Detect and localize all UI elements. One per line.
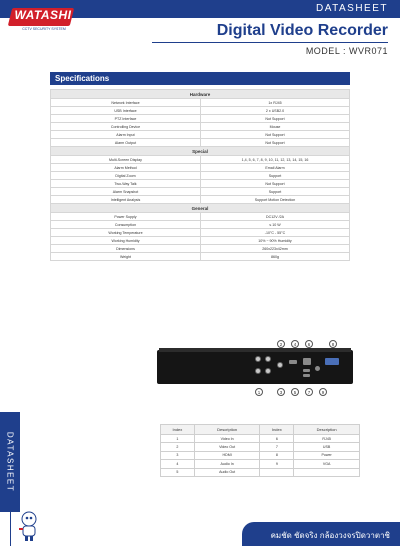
spec-label: USB Interface bbox=[51, 107, 201, 115]
spec-label: Digital Zoom bbox=[51, 172, 201, 180]
callout-marker: 5 bbox=[291, 388, 299, 396]
bnc-port-icon bbox=[255, 368, 261, 374]
spec-section-header bbox=[51, 147, 350, 156]
spec-row bbox=[51, 245, 350, 253]
spec-row bbox=[51, 237, 350, 245]
spec-row bbox=[51, 196, 350, 204]
callout-marker: 6 bbox=[305, 340, 313, 348]
spec-row bbox=[51, 139, 350, 147]
table-row bbox=[161, 460, 360, 468]
spec-row bbox=[51, 180, 350, 188]
spec-row bbox=[51, 115, 350, 123]
description-cell: Power bbox=[294, 451, 360, 459]
callout-marker: 1 bbox=[255, 388, 263, 396]
column-header: Index bbox=[161, 425, 195, 435]
spec-label: Dimensions bbox=[51, 245, 201, 253]
dvr-rear-panel-image bbox=[157, 336, 353, 395]
spec-row bbox=[51, 229, 350, 237]
spec-value: Mouse bbox=[201, 123, 350, 131]
spec-label: Weight bbox=[51, 253, 201, 261]
spec-section-header bbox=[51, 204, 350, 213]
description-cell: RJ45 bbox=[294, 435, 360, 443]
index-cell: 1 bbox=[161, 435, 195, 443]
spec-section-title: Special bbox=[51, 147, 350, 156]
spec-row bbox=[51, 172, 350, 180]
spec-label: Network Interface bbox=[51, 99, 201, 107]
specifications-table bbox=[50, 89, 350, 261]
dvr-top-edge bbox=[159, 348, 351, 352]
spec-value: Email Alarm bbox=[201, 164, 350, 172]
spec-value: ≤ 10 W bbox=[201, 221, 350, 229]
spec-label: Alarm Method bbox=[51, 164, 201, 172]
spec-value: -10°C - 55°C bbox=[201, 229, 350, 237]
callout-marker: 4 bbox=[291, 340, 299, 348]
bnc-port-icon bbox=[265, 368, 271, 374]
index-cell: 9 bbox=[260, 460, 294, 468]
index-cell: 5 bbox=[161, 468, 195, 476]
side-datasheet-tab bbox=[0, 412, 20, 512]
description-cell: VGA bbox=[294, 460, 360, 468]
side-tab-label: DATASHEET bbox=[5, 431, 15, 493]
description-cell: Audio In bbox=[194, 460, 260, 468]
bnc-port-icon bbox=[277, 362, 283, 368]
spec-label: Alarm Snapshot bbox=[51, 188, 201, 196]
spec-label: PTZ Interface bbox=[51, 115, 201, 123]
index-cell: 4 bbox=[161, 460, 195, 468]
callout-marker: 3 bbox=[277, 388, 285, 396]
spec-row bbox=[51, 156, 350, 164]
model-number: MODEL : WVR071 bbox=[305, 46, 388, 56]
spec-value: Not Support bbox=[201, 131, 350, 139]
spec-label: Alarm Output bbox=[51, 139, 201, 147]
description-cell: Audio Out bbox=[194, 468, 260, 476]
power-port-icon bbox=[315, 366, 320, 371]
footer-band bbox=[242, 522, 400, 546]
index-cell: 2 bbox=[161, 443, 195, 451]
dvr-body bbox=[157, 350, 353, 384]
callout-marker: 9 bbox=[319, 388, 327, 396]
callout-marker: 8 bbox=[329, 340, 337, 348]
title-divider bbox=[152, 42, 388, 43]
spec-value: 260x223x42mm bbox=[201, 245, 350, 253]
index-cell: 8 bbox=[260, 451, 294, 459]
spec-label: Working Temperature bbox=[51, 229, 201, 237]
column-header: Index bbox=[260, 425, 294, 435]
footer-slogan: คมชัด ชัดจริง กล้องวงจรปิดวาตาชิ bbox=[270, 531, 390, 540]
spec-value: Not Support bbox=[201, 115, 350, 123]
logo-brand-text: WATASHI bbox=[14, 8, 72, 22]
callout-marker: 7 bbox=[305, 388, 313, 396]
spec-value: Not Support bbox=[201, 180, 350, 188]
callout-marker: 2 bbox=[277, 340, 285, 348]
spec-label: Two-Way Talk bbox=[51, 180, 201, 188]
index-cell: 7 bbox=[260, 443, 294, 451]
index-cell: 3 bbox=[161, 451, 195, 459]
spec-label: Controlling Device bbox=[51, 123, 201, 131]
spec-value: Support bbox=[201, 172, 350, 180]
specifications-heading: Specifications bbox=[50, 72, 350, 85]
spec-row bbox=[51, 188, 350, 196]
bnc-port-icon bbox=[255, 356, 261, 362]
spec-row bbox=[51, 213, 350, 221]
table-row bbox=[161, 468, 360, 476]
vga-port-icon bbox=[325, 358, 339, 365]
description-cell: Video Out bbox=[194, 443, 260, 451]
rj45-port-icon bbox=[303, 358, 311, 365]
usb-port-icon bbox=[303, 369, 310, 372]
index-cell: 6 bbox=[260, 435, 294, 443]
description-cell: Video In bbox=[194, 435, 260, 443]
description-cell: USB bbox=[294, 443, 360, 451]
spec-section-header bbox=[51, 90, 350, 99]
port-index-table bbox=[160, 424, 360, 477]
robot-mascot-icon bbox=[14, 510, 44, 542]
spec-value: Support Motion Detection bbox=[201, 196, 350, 204]
usb-port-icon bbox=[303, 374, 310, 377]
logo-tagline: CCTV SECURITY SYSTEM bbox=[22, 27, 66, 31]
side-divider bbox=[10, 512, 11, 546]
table-row bbox=[161, 443, 360, 451]
spec-value: 10% ~ 90% Humidity bbox=[201, 237, 350, 245]
spec-row bbox=[51, 131, 350, 139]
spec-row bbox=[51, 253, 350, 261]
table-row bbox=[161, 451, 360, 459]
spec-row bbox=[51, 221, 350, 229]
spec-value: DC12V /2A bbox=[201, 213, 350, 221]
spec-row bbox=[51, 107, 350, 115]
spec-label: Intelligent Analysis bbox=[51, 196, 201, 204]
spec-label: Consumption bbox=[51, 221, 201, 229]
spec-label: Alarm Input bbox=[51, 131, 201, 139]
bnc-port-icon bbox=[265, 356, 271, 362]
spec-label: Power Supply bbox=[51, 213, 201, 221]
description-cell bbox=[294, 468, 360, 476]
spec-row bbox=[51, 99, 350, 107]
description-cell: HDMI bbox=[194, 451, 260, 459]
spec-section-title: General bbox=[51, 204, 350, 213]
spec-row bbox=[51, 164, 350, 172]
datasheet-label: DATASHEET bbox=[315, 3, 388, 14]
spec-label: Working Humidity bbox=[51, 237, 201, 245]
watashi-logo bbox=[10, 6, 72, 38]
column-header: Description bbox=[294, 425, 360, 435]
table-row bbox=[161, 435, 360, 443]
spec-value: 1,4, 5, 6, 7, 8, 9, 10, 11, 12, 13, 14, 15, 16 bbox=[201, 156, 350, 164]
hdmi-port-icon bbox=[289, 360, 297, 364]
page-title: Digital Video Recorder bbox=[216, 22, 388, 39]
spec-value: Support bbox=[201, 188, 350, 196]
spec-label: Multi-Screen Display bbox=[51, 156, 201, 164]
spec-value: 860g bbox=[201, 253, 350, 261]
column-header: Description bbox=[194, 425, 260, 435]
index-cell bbox=[260, 468, 294, 476]
spec-value: Not Support bbox=[201, 139, 350, 147]
spec-section-title: Hardware bbox=[51, 90, 350, 99]
spec-value: 2 x USB2.0 bbox=[201, 107, 350, 115]
spec-row bbox=[51, 123, 350, 131]
spec-value: 1x RJ45 bbox=[201, 99, 350, 107]
